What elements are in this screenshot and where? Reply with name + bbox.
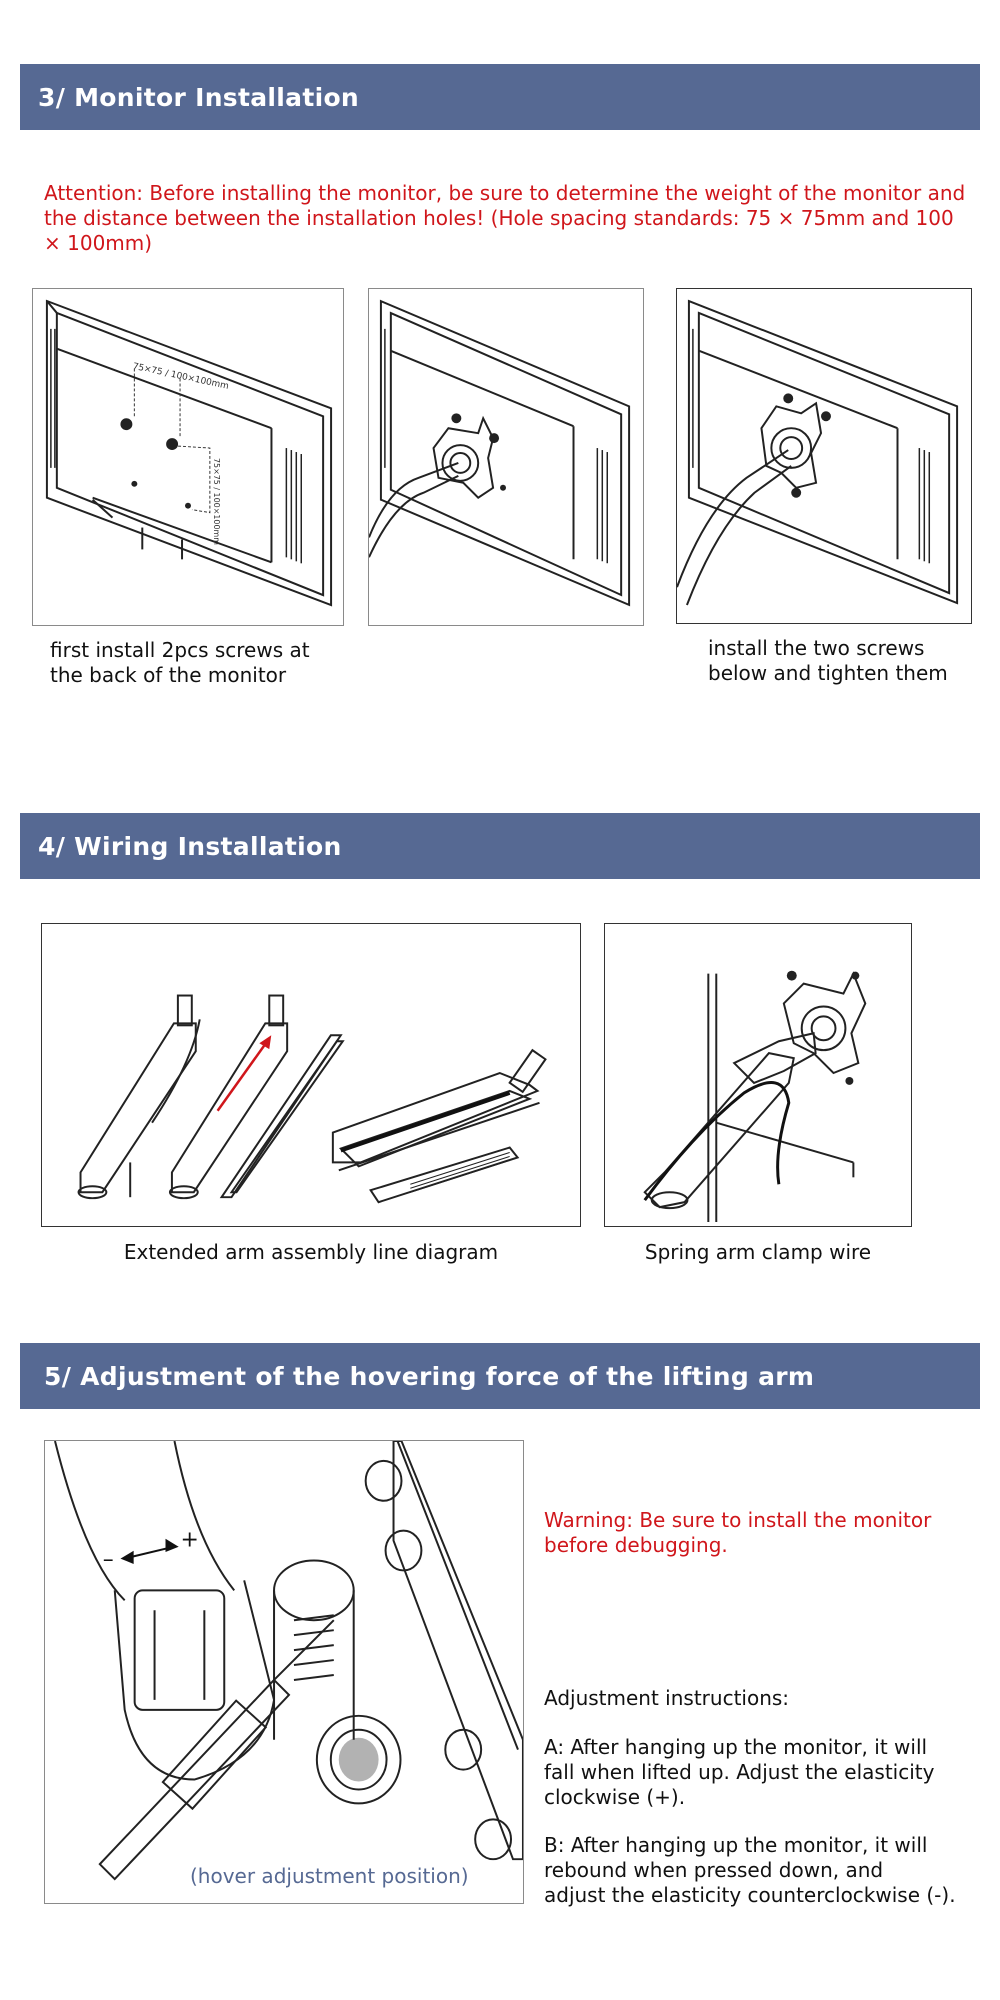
warning-line1: Warning: Be sure to install the monitor [544,1508,932,1532]
extended-arm-drawing [42,924,580,1226]
spring-arm-drawing [605,924,911,1226]
instruction-a [544,1735,934,1810]
section-3-title: 3/ Monitor Installation [38,82,360,112]
caption-first-screws [50,638,310,688]
caption-first-screws-line1: first install 2pcs screws at [50,638,310,662]
spring-arm-figure [604,923,912,1227]
section-3-header [20,64,980,130]
hover-adjustment-label: (hover adjustment position) [190,1864,469,1888]
plus-marker: + [180,1527,199,1553]
instructions-heading: Adjustment instructions: [544,1686,790,1710]
section-5-title: 5/ Adjustment of the hovering force of the lifting arm [44,1361,815,1391]
extended-arm-figure [41,923,581,1227]
hover-adjustment-figure [44,1440,524,1904]
section-4-title: 4/ Wiring Installation [38,831,342,861]
section-4-header [20,813,980,879]
monitor-back-screws-figure [32,288,344,626]
instruction-a-line1: A: After hanging up the monitor, it will [544,1735,928,1759]
monitor-bracket-figure [368,288,644,626]
hole-spacing-label-top: 75×75 / 100×100mm [131,361,230,392]
section-5-header [20,1343,980,1409]
minus-marker: – [102,1547,114,1573]
instruction-b-line2: rebound when pressed down, and [544,1858,884,1882]
hover-adjustment-drawing [45,1441,523,1903]
instruction-a-line2: fall when lifted up. Adjust the elasticity [544,1760,935,1784]
caption-extended-arm: Extended arm assembly line diagram [123,1240,499,1264]
hole-spacing-label-side: 75×75 / 100×100mm [211,457,221,545]
warning-text [544,1508,931,1558]
caption-tighten-screws [708,636,948,686]
instruction-b-line3: adjust the elasticity counterclockwise (-). [544,1883,956,1907]
caption-tighten-screws-line1: install the two screws [708,636,925,660]
caption-tighten-screws-line2: below and tighten them [708,661,948,685]
monitor-arm-mounted-figure [676,288,972,624]
caption-first-screws-line2: the back of the monitor [50,663,287,687]
attention-text: Attention: Before installing the monitor, be sure to determine the weight of the monitor and the distance between the installation holes! (Hole spacing standards: 75 × 75mm and 100 × 100mm) [44,181,966,255]
arm-mounted-drawing [677,289,971,623]
monitor-back-drawing [33,289,343,625]
caption-spring-arm: Spring arm clamp wire [644,1240,872,1264]
bracket-attach-drawing [369,289,643,625]
warning-line2: before debugging. [544,1533,728,1557]
instruction-a-line3: clockwise (+). [544,1785,686,1809]
instruction-b-line1: B: After hanging up the monitor, it will [544,1833,928,1857]
instruction-b [544,1833,956,1908]
